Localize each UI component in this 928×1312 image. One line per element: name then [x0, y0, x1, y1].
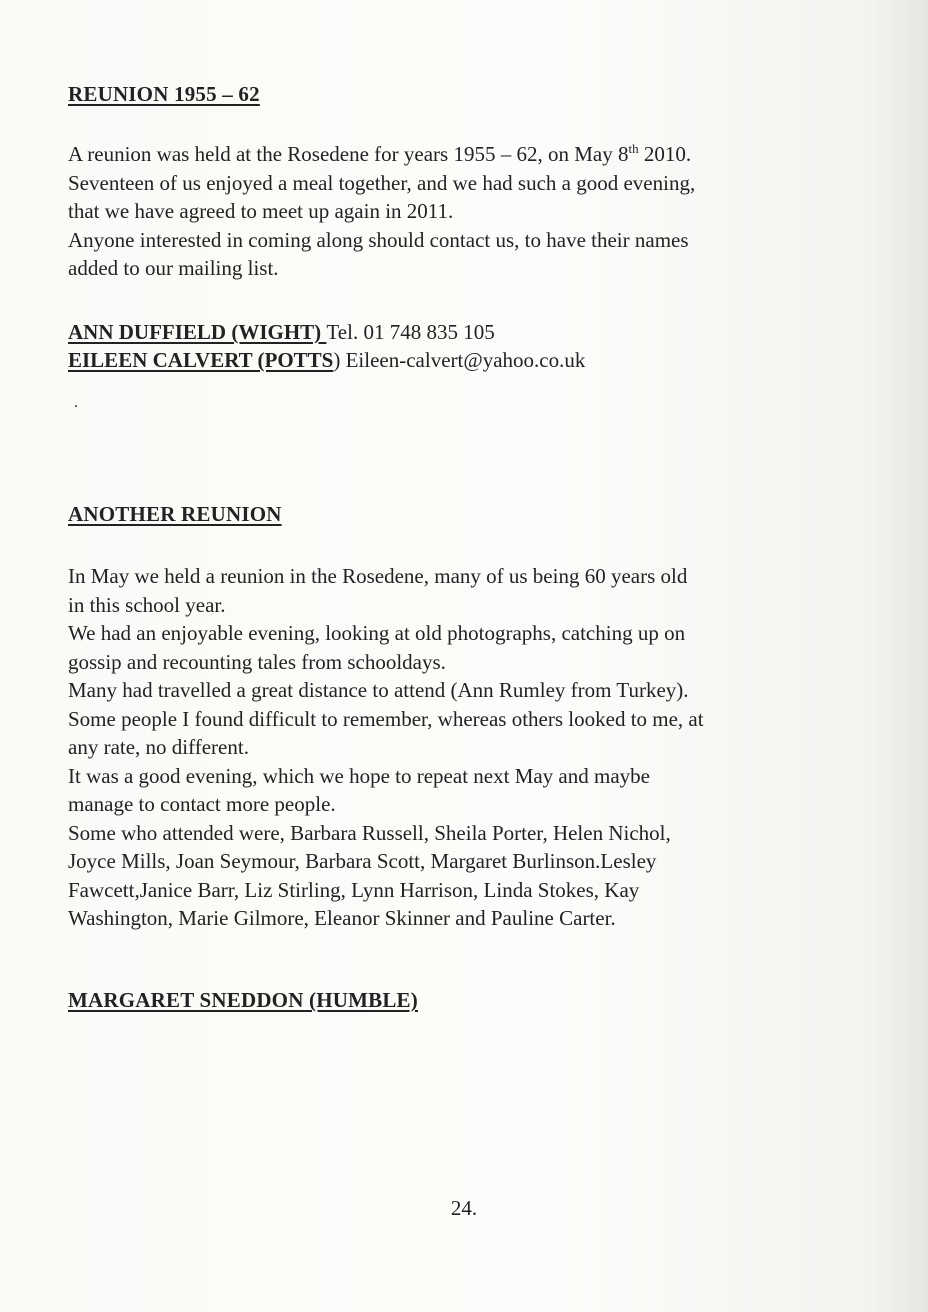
reunion-line-2: Seventeen of us enjoyed a meal together, and we had such a good evening, [68, 170, 696, 195]
page-number: 24. [450, 1196, 478, 1220]
reunion-heading-block [68, 80, 858, 109]
another-reunion-line: gossip and recounting tales from schooldays. [68, 649, 446, 674]
another-reunion-heading: ANOTHER REUNION [68, 502, 282, 526]
contact-eileen-name: EILEEN CALVERT (POTTS [68, 348, 334, 372]
another-reunion-heading-block [68, 500, 858, 529]
another-reunion-line: Washington, Marie Gilmore, Eleanor Skinner and Pauline Carter. [68, 906, 616, 930]
another-reunion-line: Fawcett,Janice Barr, Liz Stirling, Lynn Harrison, Linda Stokes, Kay [68, 877, 640, 902]
contact-ann [68, 318, 858, 346]
page-edge-shadow [870, 0, 928, 1312]
another-reunion-line: We had an enjoyable evening, looking at old photographs, catching up on [68, 621, 686, 645]
contact-ann-phone: Tel. 01 748 835 105 [326, 320, 495, 344]
contact-eileen [68, 346, 858, 374]
contact-eileen-email: ) Eileen-calvert@yahoo.co.uk [333, 348, 586, 372]
another-reunion-line: It was a good evening, which we hope to repeat next May and maybe [68, 763, 650, 788]
another-reunion-line: in this school year. [68, 592, 226, 617]
another-reunion-body [68, 562, 858, 933]
reunion-line-5: added to our mailing list. [68, 256, 279, 280]
contact-ann-name: ANN DUFFIELD (WIGHT) [68, 320, 327, 344]
reunion-line-1-end: 2010. [638, 142, 692, 166]
reunion-line-3: that we have agreed to meet up again in 2011. [68, 199, 454, 223]
another-reunion-line: In May we held a reunion in the Rosedene, many of us being 60 years old [68, 564, 688, 588]
reunion-line-1-text: A reunion was held at the Rosedene for years 1955 – 62, on May 8 [68, 142, 629, 166]
reunion-line-1 [68, 140, 858, 169]
reunion-line-1-sup: th [628, 141, 639, 156]
another-reunion-line: Joyce Mills, Joan Seymour, Barbara Scott, Margaret Burlinson.Lesley [68, 849, 657, 873]
margaret-heading-block [68, 986, 858, 1015]
contacts-block [68, 318, 858, 374]
another-reunion-line: Some who attended were, Barbara Russell, Sheila Porter, Helen Nichol, [68, 820, 671, 845]
another-reunion-line: any rate, no different. [68, 735, 249, 759]
another-reunion-line: Many had travelled a great distance to attend (Ann Rumley from Turkey). [68, 678, 689, 702]
reunion-heading: REUNION 1955 – 62 [68, 82, 260, 106]
reunion-body [68, 140, 858, 283]
stray-mark: . [74, 394, 78, 411]
margaret-heading: MARGARET SNEDDON (HUMBLE) [68, 988, 418, 1012]
another-reunion-line: Some people I found difficult to remember, whereas others looked to me, at [68, 706, 704, 731]
reunion-line-4: Anyone interested in coming along should contact us, to have their names [68, 227, 689, 252]
another-reunion-line: manage to contact more people. [68, 792, 336, 816]
